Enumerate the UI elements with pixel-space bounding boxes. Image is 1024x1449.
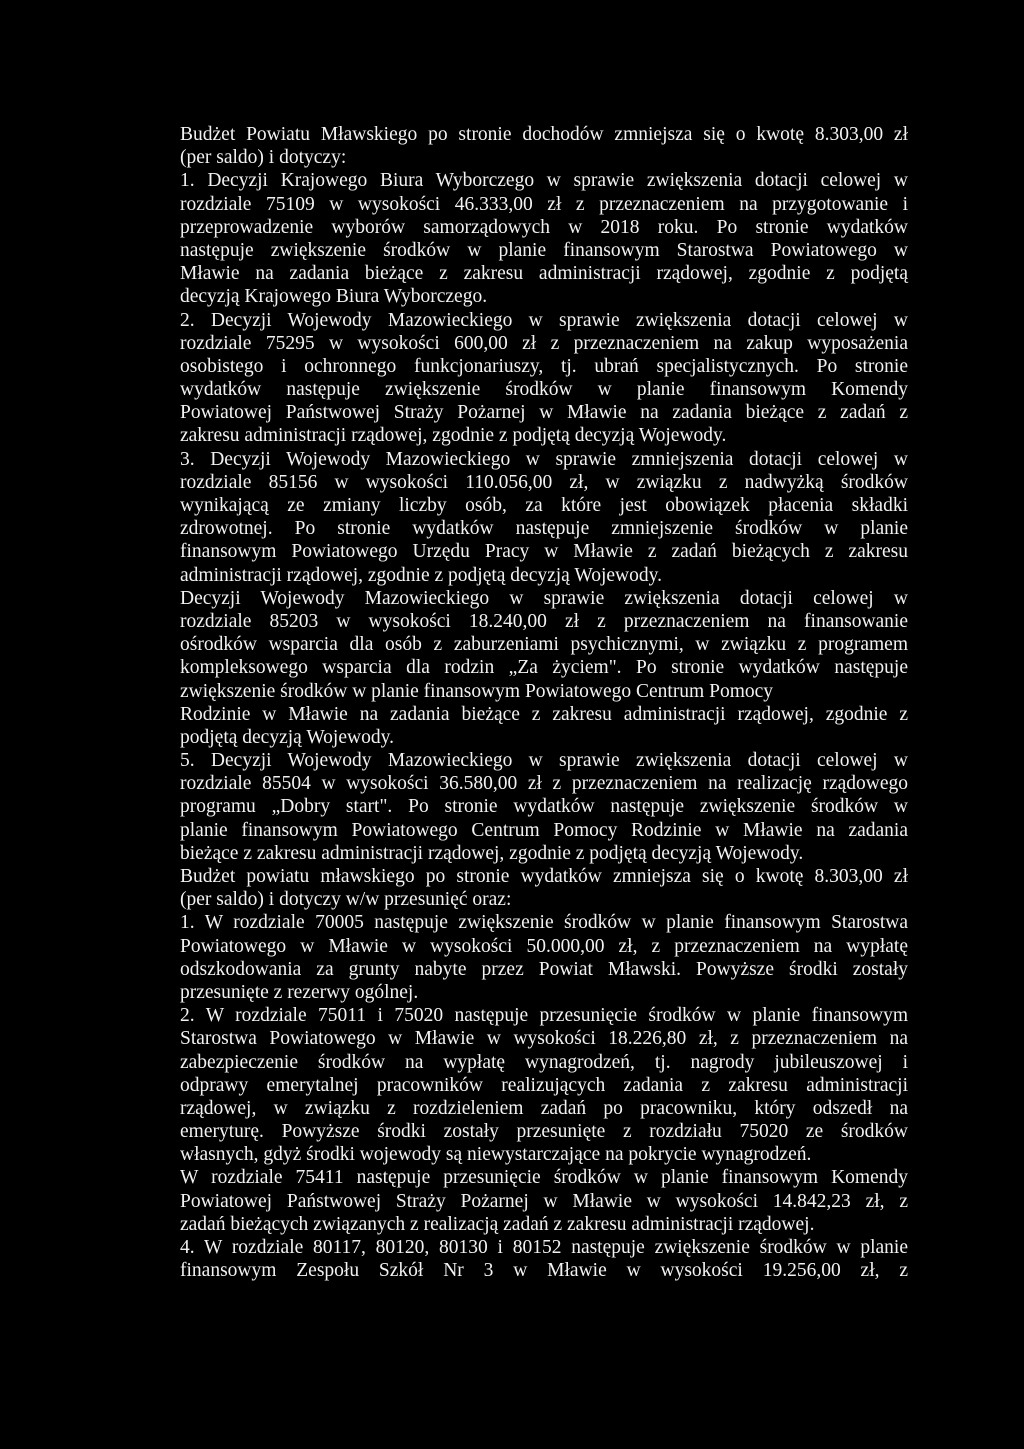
text-line: Powiatowej Państwowej Straży Pożarnej w Mławie na zadania bieżące z zadań z (180, 402, 908, 424)
text-line: 1. W rozdziale 70005 następuje zwiększenie środków w planie finansowym Starostwa (180, 912, 908, 934)
text-line: (per saldo) i dotyczy w/w przesunięć oraz: (180, 889, 512, 911)
text-line: finansowym Powiatowego Urzędu Pracy w Mławie z zadań bieżących z zakresu (180, 541, 908, 563)
text-line: programu „Dobry start". Po stronie wydatków następuje zwiększenie środków w (180, 796, 908, 818)
text-line: przesunięte z rezerwy ogólnej. (180, 981, 419, 1003)
text-line: Starostwa Powiatowego w Mławie w wysokości 18.226,80 zł, z przeznaczeniem na (180, 1028, 908, 1050)
text-line: 2. W rozdziale 75011 i 75020 następuje przesunięcie środków w planie finansowym (180, 1005, 908, 1027)
text-line: zwiększenie środków w planie finansowym Powiatowego Centrum Pomocy (180, 680, 774, 702)
text-line: zdrowotnej. Po stronie wydatków następuje zmniejszenie środków w planie (180, 518, 908, 540)
text-line: Decyzji Wojewody Mazowieckiego w sprawie zwiększenia dotacji celowej w (180, 587, 908, 609)
text-line: rządowej, w związku z rozdzieleniem zadań po pracowniku, który odszedł na (180, 1097, 908, 1119)
text-line: 5. Decyzji Wojewody Mazowieckiego w sprawie zwiększenia dotacji celowej w (180, 750, 908, 772)
text-line: Powiatowej Państwowej Straży Pożarnej w Mławie w wysokości 14.842,23 zł, z (180, 1190, 908, 1212)
text-line: decyzją Krajowego Biura Wyborczego. (180, 286, 488, 308)
text-line: osobistego i ochronnego funkcjonariuszy, tj. ubrań specjalistycznych. Po stronie (180, 355, 908, 377)
text-line: W rozdziale 75411 następuje przesunięcie środków w planie finansowym Komendy (180, 1167, 908, 1189)
text-line: wynikającą ze zmiany liczby osób, za które jest obowiązek płacenia składki (180, 495, 908, 516)
text-line: 4. W rozdziale 80117, 80120, 80130 i 80152 następuje zwiększenie środków w planie (180, 1237, 908, 1258)
text-line: bieżące z zakresu administracji rządowej, zgodnie z podjętą decyzją Wojewody. (180, 842, 804, 864)
text-line: odszkodowania za grunty nabyte przez Powiat Mławski. Powyższe środki zostały (180, 958, 908, 980)
text-line: rozdziale 85156 w wysokości 110.056,00 zł, w związku z nadwyżką środków (180, 471, 908, 493)
text-line: rozdziale 75109 w wysokości 46.333,00 zł z przeznaczeniem na przygotowanie i (180, 193, 908, 215)
text-line: 3. Decyzji Wojewody Mazowieckiego w sprawie zmniejszenia dotacji celowej w (180, 448, 908, 470)
text-line: podjętą decyzją Wojewody. (180, 726, 394, 748)
text-line: następuje zwiększenie środków w planie finansowym Starostwa Powiatowego w (180, 239, 908, 261)
text-line: zadań bieżących związanych z realizacją zadań z zakresu administracji rządowej. (180, 1213, 815, 1235)
text-line: kompleksowego wsparcia dla rodzin „Za życiem". Po stronie wydatków następuje (180, 657, 908, 679)
text-line: 2. Decyzji Wojewody Mazowieckiego w sprawie zwiększenia dotacji celowej w (180, 309, 908, 331)
text-line: przeprowadzenie wyborów samorządowych w 2018 roku. Po stronie wydatków (180, 216, 908, 238)
text-line: rozdziale 85203 w wysokości 18.240,00 zł z przeznaczeniem na finansowanie (180, 610, 908, 632)
text-line: Rodzinie w Mławie na zadania bieżące z zakresu administracji rządowej, zgodnie z (180, 703, 908, 725)
text-line: finansowym Zespołu Szkół Nr 3 w Mławie w wysokości 19.256,00 zł, z (180, 1260, 908, 1282)
text-line: rozdziale 85504 w wysokości 36.580,00 zł z przeznaczeniem na realizację rządowego (180, 773, 908, 795)
text-line: Budżet Powiatu Mławskiego po stronie dochodów zmniejsza się o kwotę 8.303,00 zł (180, 124, 908, 145)
text-line: Powiatowego w Mławie w wysokości 50.000,00 zł, z przeznaczeniem na wypłatę (180, 935, 908, 957)
text-line: Mławie na zadania bieżące z zakresu administracji rządowej, zgodnie z podjętą (180, 263, 908, 285)
text-line: zakresu administracji rządowej, zgodnie z podjętą decyzją Wojewody. (180, 425, 727, 447)
text-line: 1. Decyzji Krajowego Biura Wyborczego w sprawie zwiększenia dotacji celowej w (180, 170, 908, 192)
text-line: odprawy emerytalnej pracowników realizujących zadania z zakresu administracji (180, 1074, 908, 1096)
text-line: Budżet powiatu mławskiego po stronie wydatków zmniejsza się o kwotę 8.303,00 zł (180, 866, 908, 887)
text-line: ośrodków wsparcia dla osób z zaburzeniami psychicznymi, w związku z programem (180, 634, 908, 656)
text-line: własnych, gdyż środki wojewody są niewystarczające na pokrycie wynagrodzeń. (180, 1144, 812, 1166)
text-line: zabezpieczenie środków na wypłatę wynagrodzeń, tj. nagrody jubileuszowej i (180, 1051, 908, 1073)
text-line: wydatków następuje zwiększenie środków w planie finansowym Komendy (180, 379, 908, 401)
text-line: administracji rządowej, zgodnie z podjętą decyzją Wojewody. (180, 564, 662, 586)
text-line: planie finansowym Powiatowego Centrum Pomocy Rodzinie w Mławie na zadania (180, 819, 908, 841)
text-line: rozdziale 75295 w wysokości 600,00 zł z przeznaczeniem na zakup wyposażenia (180, 332, 908, 354)
text-line: (per saldo) i dotyczy: (180, 147, 347, 169)
text-line: emeryturę. Powyższe środki zostały przesunięte z rozdziału 75020 ze środków (180, 1121, 908, 1143)
document-body (180, 123, 908, 1282)
